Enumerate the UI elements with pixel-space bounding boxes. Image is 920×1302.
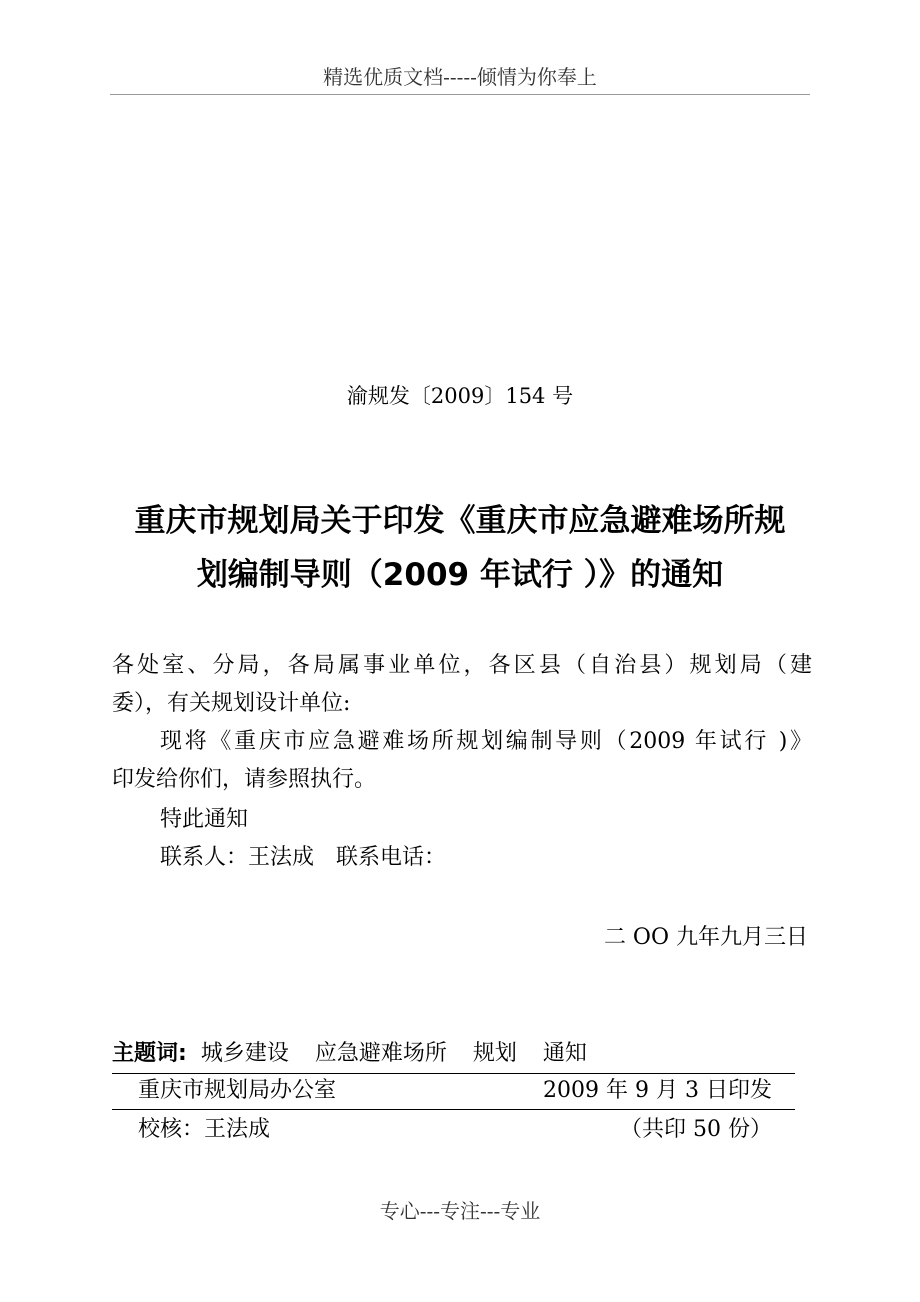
closing-text: 特此通知 [160, 807, 249, 832]
salutation [112, 647, 812, 723]
keywords-label: 主题词: [112, 1041, 187, 1066]
header-rule [110, 94, 810, 95]
issuer-name: 重庆市规划局办公室 [138, 1078, 337, 1103]
document-number: 渝规发〔2009〕154 号 [346, 384, 574, 408]
document-title-line-1: 重庆市规划局关于印发《重庆市应急避难场所规 [134, 503, 786, 539]
keyword-item: 通知 [542, 1041, 587, 1066]
body-paragraph [112, 723, 812, 799]
salutation-line-1: 各处室、分局，各局属事业单位，各区县（自治县）规划局（建 [112, 653, 812, 678]
page-footer: 专心---专注---专业 [379, 1199, 541, 1223]
footer-rule-bottom [112, 1109, 795, 1110]
keyword-item: 应急避难场所 [314, 1041, 447, 1066]
body-line-2: 印发给你们，请参照执行。 [112, 767, 377, 792]
contact-line: 联系人：王法成 联系电话： [160, 845, 447, 870]
page-header: 精选优质文档-----倾情为你奉上 [323, 65, 597, 89]
issuer-row [138, 1074, 772, 1108]
proofreader: 校核：王法成 [138, 1117, 271, 1142]
salutation-line-2: 委），有关规划设计单位: [112, 691, 351, 716]
document-title-line-2: 划编制导则（2009 年试行 ）》的通知 [196, 557, 724, 593]
keywords-line [112, 1037, 587, 1071]
issue-date-text: 二 OO 九年九月三日 [603, 925, 808, 950]
body-line-1: 现将《重庆市应急避难场所规划编制导则（2009 年试行 )》 [160, 729, 812, 754]
document-title [108, 494, 812, 602]
keyword-item: 城乡建设 [200, 1041, 289, 1066]
copies-count: （共印 50 份） [620, 1117, 772, 1142]
print-date: 2009 年 9 月 3 日印发 [543, 1078, 772, 1103]
proofreader-row [138, 1113, 772, 1147]
keyword-item: 规划 [472, 1041, 517, 1066]
